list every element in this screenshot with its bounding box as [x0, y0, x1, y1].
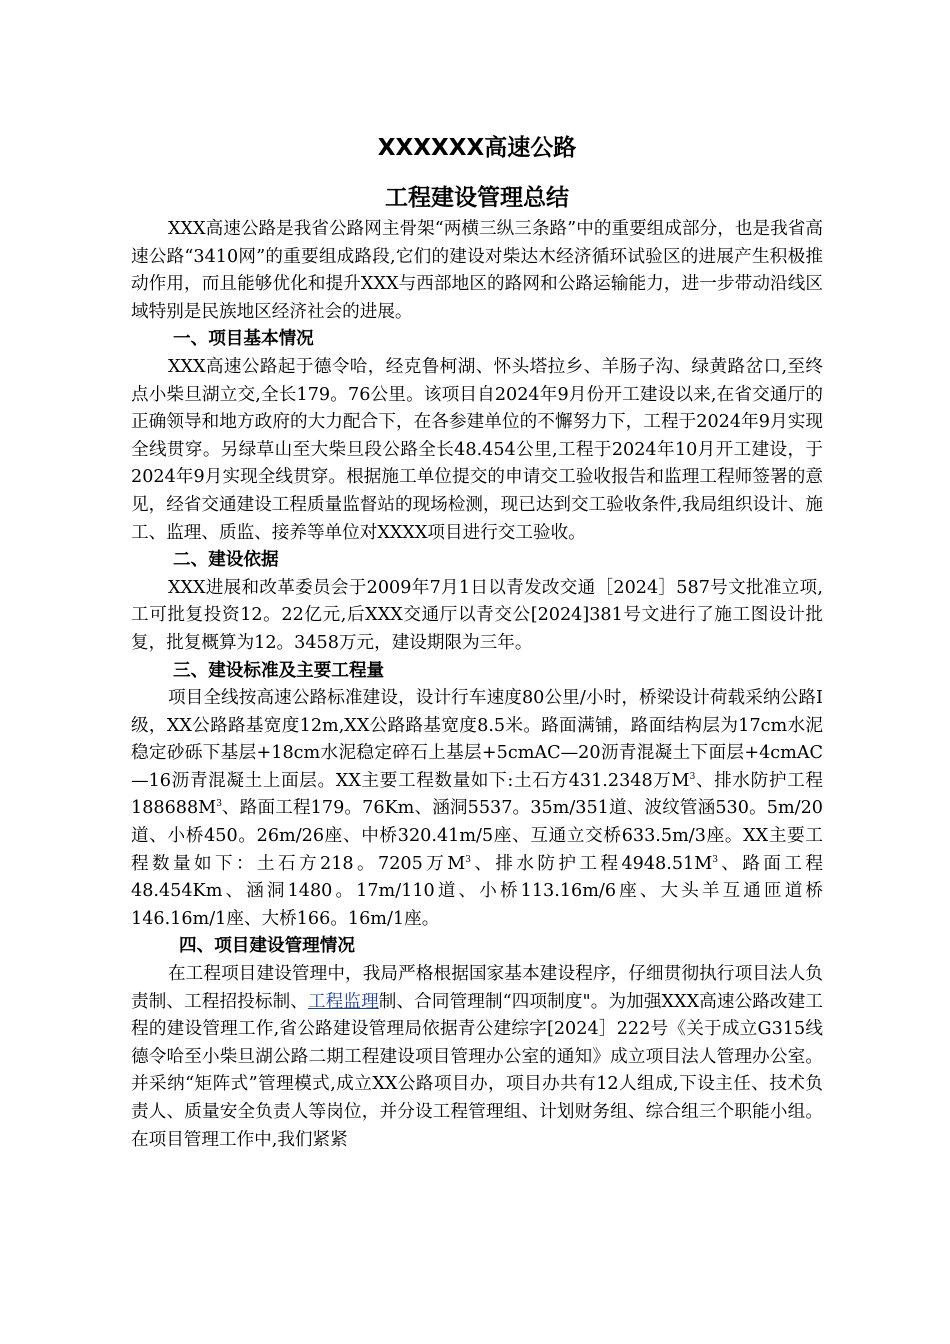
- text-run: 、路面工程48.454Km、涵洞1480。17m/110道、小桥113.16m/6座、大头羊互通匝道桥146.16m/1座、大桥166。16m/1座。: [131, 853, 823, 929]
- section-heading-basis: 二、建设依据: [173, 550, 279, 571]
- engineering-supervision-link[interactable]: 工程监理: [307, 991, 379, 1012]
- text-run: 制、合同管理制“四项制度"。为加强XXX高速公路改建工程的建设管理工作,省公路建设管理局依据青公建综字[2024］222号《关于成立G315线德令哈至小柴旦湖公路二期工程建设项目管理办公室的通知》成立项目法人管理办公室。并采纳“矩阵式”管理模式,成立XX公路项目办，项目办共有12人组成,下设主任、技术负责人、质量安全负责人等岗位，并分设工程管理组、计划财务组、综合组三个职能小组。在项目管理工作中,我们紧紧: [131, 991, 823, 1150]
- section-heading-management: 四、项目建设管理情况: [179, 936, 355, 957]
- section-heading-basic-info: 一、项目基本情况: [173, 329, 314, 350]
- section-body-basis: XXX进展和改革委员会于2009年7月1日以青发改交通［2024］587号文批准立项,工可批复投资12。22亿元,后XXX交通厅以青交公[2024]381号文进行了施工图设计批复，批复概算为12。3458万元，建设期限为三年。: [131, 577, 823, 653]
- document-title: XXXXXX高速公路: [377, 135, 577, 161]
- intro-paragraph: XXX高速公路是我省公路网主骨架“两横三纵三条路”中的重要组成部分，也是我省高速公路“3410网”的重要组成路段,它们的建设对柴达木经济循环试验区的进展产生积极推动作用，而且能够优化和提升XXX与西部地区的路网和公路运输能力，进一步带动沿线区域特别是民族地区经济社会的进展。: [131, 219, 823, 322]
- text-run: 、路面工程179。76Km、涵洞5537。35m/351道、波纹管涵530。5m/20道、小桥450。26m/26座、中桥320.41m/5座、互通立交桥633.5m/3座。XX主要工程数量如下：土石方218。7205万M: [131, 798, 823, 874]
- text-run: 在工程项目建设管理中，我局严格根据国家基本建设程序，仔细贯彻执行项目法人负责制、工程招投标制、: [131, 964, 823, 1012]
- document-subtitle: 工程建设管理总结: [385, 185, 569, 211]
- text-run: 项目全线按高速公路标准建设，设计行车速度80公里/小时，桥梁设计荷载采纳公路Ⅰ级，XX公路路基宽度12m,XX公路路基宽度8.5米。路面满铺，路面结构层为17cm水泥稳定砂砾下基层+18cm水泥稳定碎石上基层+5cmAC—20沥青混凝土下面层+4cmAC—16沥青混凝土上面层。XX主要工程数量如下:土石方431.2348万M: [131, 688, 823, 791]
- section-body-basic-info: XXX高速公路起于德令哈，经克鲁柯湖、怀头塔拉乡、羊肠子沟、绿黄路岔口,至终点小柴旦湖立交,全长179。76公里。该项目自2024年9月份开工建设以来,在省交通厅的正确领导和地方政府的大力配合下，在各参建单位的不懈努力下，工程于2024年9月实现全线贯穿。另绿草山至大柴旦段公路全长48.454公里,工程于2024年10月开工建设，于2024年9月实现全线贯穿。根据施工单位提交的申请交工验收报告和监理工程师签署的意见，经省交通建设工程质量监督站的现场检测，现已达到交工验收条件,我局组织设计、施工、监理、质监、接养等单位对XXXX项目进行交工验收。: [131, 356, 823, 543]
- section-body-standards: [131, 685, 823, 933]
- superscript: 3: [465, 854, 471, 865]
- section-body-management: [131, 961, 823, 1154]
- superscript: 3: [216, 799, 222, 810]
- section-heading-standards: 三、建设标准及主要工程量: [173, 660, 385, 681]
- superscript: 3: [712, 854, 718, 865]
- document-page: [131, 130, 823, 1154]
- text-run: 、排水防护工程188688M: [131, 770, 823, 819]
- superscript: 3: [689, 772, 696, 783]
- text-run: 、排水防护工程4948.51M: [471, 853, 713, 874]
